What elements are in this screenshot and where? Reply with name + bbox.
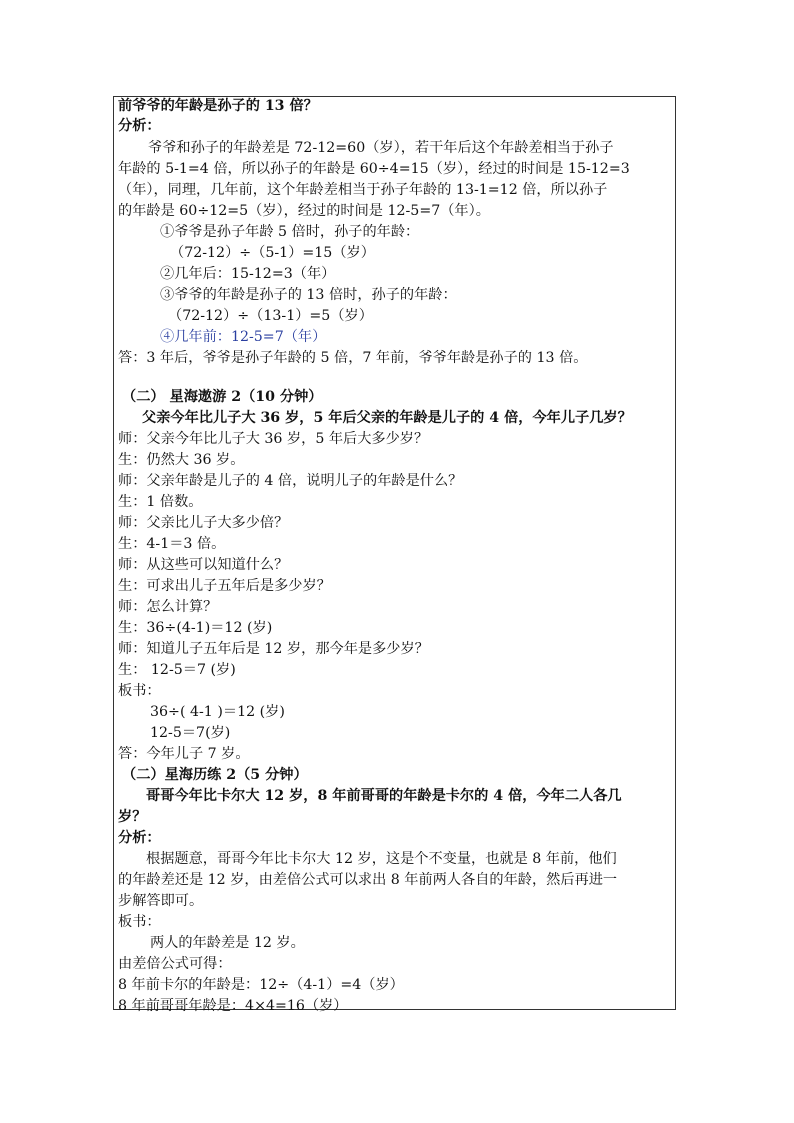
text-line: ④几年前：12-5=7（年） [160,329,327,345]
text-line: 生： 12-5＝7 (岁) [118,662,236,678]
text-line: 师：知道儿子五年后是 12 岁，那今年是多少岁？ [118,641,429,657]
text-line: 分析： [118,830,161,846]
text-line: 生：仍然大 36 岁。 [118,452,245,468]
text-line: 生：4-1＝3 倍。 [118,536,226,552]
text-line: 哥哥今年比卡尔大 12 岁，8 年前哥哥的年龄是卡尔的 4 倍，今年二人各几 [146,788,622,804]
text-line: 答：3 年后，爷爷是孙子年龄的 5 倍，7 年前，爷爷年龄是孙子的 13 倍。 [118,350,588,366]
text-line: 岁？ [118,809,147,825]
text-line: 的年龄是 60÷12=5（岁），经过的时间是 12-5=7（年）。 [118,203,490,219]
text-line: 步解答即可。 [118,893,204,909]
text-line: 师：怎么计算？ [118,599,218,615]
text-line: 师：父亲比儿子大多少倍？ [118,515,289,531]
text-line: 答：今年儿子 7 岁。 [118,746,250,762]
text-line: （72-12）÷（5-1）=15（岁） [170,245,375,261]
text-line: 前爷爷的年龄是孙子的 13 倍？ [118,98,318,114]
text-line: 36÷( 4-1 )＝12 (岁) [150,704,285,720]
text-line: 8 年前哥哥年龄是：4×4=16（岁） [118,998,348,1014]
text-line: 分析： [118,118,161,134]
text-line: （72-12）÷（13-1）=5（岁） [168,308,373,324]
text-line: 根据题意，哥哥今年比卡尔大 12 岁，这是个不变量，也就是 8 年前，他们 [146,851,617,867]
text-line: 8 年前卡尔的年龄是：12÷（4-1）=4（岁） [118,977,404,993]
text-line: 师：父亲年龄是儿子的 4 倍，说明儿子的年龄是什么？ [118,473,463,489]
text-line: 爷爷和孙子的年龄差是 72-12=60（岁），若干年后这个年龄差相当于孙子 [148,140,614,156]
text-line: 由差倍公式可得： [118,956,232,972]
text-line: 父亲今年比儿子大 36 岁，5 年后父亲的年龄是儿子的 4 倍，今年儿子几岁？ [142,410,632,426]
text-line: ①爷爷是孙子年龄 5 倍时，孙子的年龄： [160,224,420,240]
text-line: ②几年后：15-12=3（年） [160,266,336,282]
text-line: 师：父亲今年比儿子大 36 岁，5 年后大多少岁？ [118,431,429,447]
text-line: （年），同理，几年前，这个年龄差相当于孙子年龄的 13-1=12 倍，所以孙子 [118,182,608,198]
text-line: ③爷爷的年龄是孙子的 13 倍时，孙子的年龄： [160,287,457,303]
text-line: 板书： [118,914,161,930]
text-line: （二）星海历练 2（5 分钟） [122,767,308,783]
text-line: 生：36÷(4-1)＝12 (岁) [118,620,273,636]
text-line: 两人的年龄差是 12 岁。 [150,935,305,951]
text-line: 生：1 倍数。 [118,494,203,510]
text-line: 师：从这些可以知道什么？ [118,557,289,573]
text-line: 板书： [118,683,161,699]
text-line: 的年龄差还是 12 岁，由差倍公式可以求出 8 年前两人各自的年龄，然后再进一 [118,872,618,888]
text-line: 年龄的 5-1=4 倍，所以孙子的年龄是 60÷4=15（岁），经过的时间是 15-12=3 [118,161,630,177]
text-line: 生：可求出儿子五年后是多少岁？ [118,578,331,594]
text-line: （二） 星海遨游 2（10 分钟） [122,389,323,405]
text-line: 12-5＝7(岁) [150,725,231,741]
